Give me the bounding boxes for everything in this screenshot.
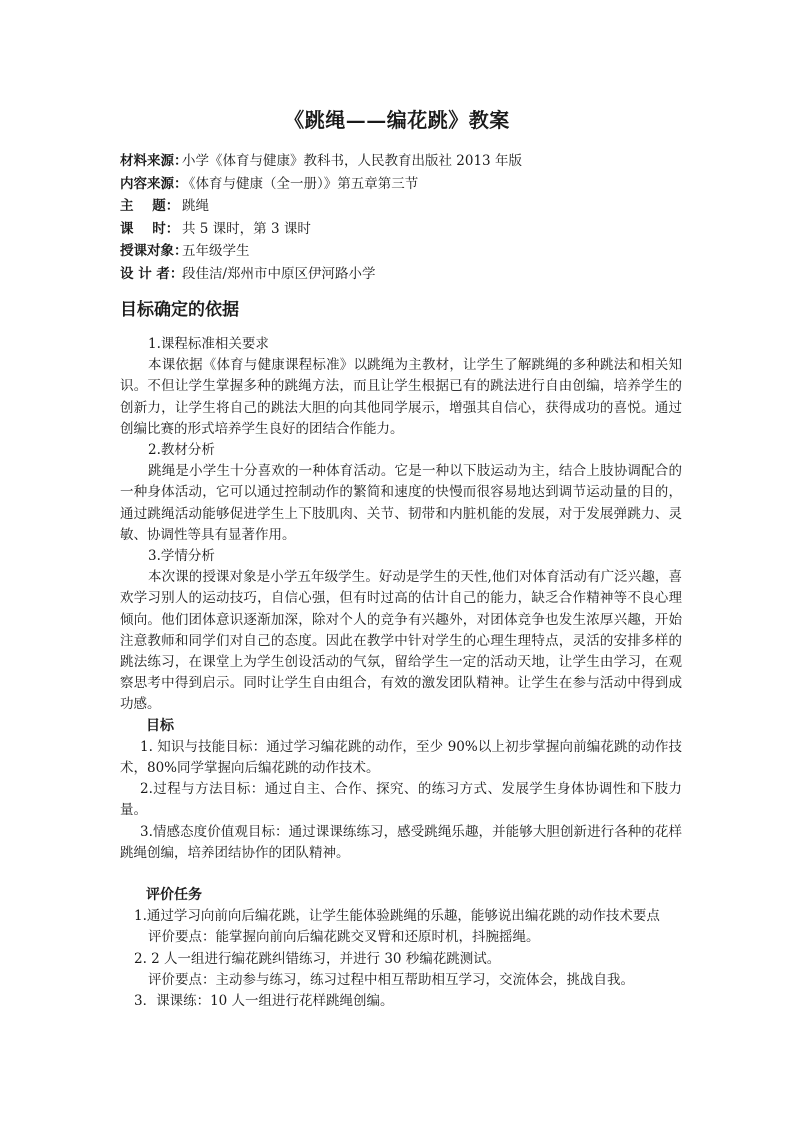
meta-value: 小学《体育与健康》教科书，人民教育出版社 2013 年版: [182, 153, 522, 169]
meta-label: 主 题：: [120, 198, 180, 214]
paragraph: 跳绳是小学生十分喜欢的一种体育活动。它是一种以下肢运动为主，结合上肢协调配合的一种身体活动，它可以通过控制动作的繁简和速度的快慢而很容易地达到调节运动量的目的，通过跳绳活动能够促进学生上下肢肌肉、关节、韧带和内脏机能的发展，对于发展弹跳力、灵敏、协调性等具有显著作用。: [120, 463, 682, 543]
eval-heading: 评价任务: [146, 887, 202, 904]
subsection-title: 2.教材分析: [148, 442, 215, 459]
meta-value: 《体育与健康（全一册）》第五章第三节: [182, 175, 419, 192]
meta-label: 授课对象：: [120, 243, 188, 259]
eval-point: 评价要点：能掌握向前向后编花跳交叉臂和还原时机，抖腕摇绳。: [148, 929, 540, 946]
meta-row: [120, 218, 680, 241]
eval-item: 2. 2 人一组进行编花跳纠错练习，并进行 30 秒编花跳测试。: [134, 950, 501, 967]
meta-value: 共 5 课时，第 3 课时: [182, 220, 311, 237]
document-title: 《跳绳——编花跳》教案: [284, 108, 510, 132]
subsection-title: 3.学情分析: [148, 548, 215, 565]
meta-block: [120, 150, 680, 285]
eval-item: 1.通过学习向前向后编花跳，让学生能体验跳绳的乐趣，能够说出编花跳的动作技术要点: [134, 908, 660, 925]
goal-item: 2.过程与方法目标：通过自主、合作、探究、的练习方式、发展学生身体协调性和下肢力量。: [120, 781, 682, 819]
meta-value: 跳绳: [182, 198, 209, 214]
paragraph: 本课依据《体育与健康课程标准》以跳绳为主教材，让学生了解跳绳的多种跳法和相关知识。不但让学生掌握多种的跳绳方法，而且让学生根据已有的跳法进行自由创编，培养学生的创新力，让学生将自己的跳法大胆的向其他同学展示，增强其自信心，获得成功的喜悦。通过创编比赛的形式培养学生良好的团结合作能力。: [120, 357, 682, 437]
document-body: [120, 334, 682, 1012]
meta-label: 设 计 者：: [120, 265, 184, 282]
meta-label: 内容来源：: [120, 175, 188, 192]
meta-label: 材料来源：: [120, 153, 188, 169]
meta-value: 段佳洁/郑州市中原区伊河路小学: [182, 265, 376, 282]
meta-row: [120, 195, 680, 218]
meta-row: [120, 263, 680, 286]
goals-heading: 目标: [146, 717, 174, 734]
eval-item: 3．课课练：10 人一组进行花样跳绳创编。: [134, 993, 394, 1010]
goal-item: 1. 知识与技能目标：通过学习编花跳的动作，至少 90%以上初步掌握向前编花跳的动作技术，80%同学掌握向后编花跳的动作技术。: [120, 738, 682, 777]
section-heading: 目标确定的依据: [120, 300, 239, 320]
meta-label: 课 时：: [120, 220, 180, 237]
paragraph: 本次课的授课对象是小学五年级学生。好动是学生的天性,他们对体育活动有广泛兴趣，喜欢学习别人的运动技巧，自信心强，但有时过高的估计自己的能力，缺乏合作精神等不良心理倾向。他们团体意识逐渐加深，除对个人的竞争有兴趣外，对团体竞争也发生浓厚兴趣，开始注意教师和同学们对自己的态度。因此在教学中针对学生的心理生理特点，灵活的安排多样的跳法练习，在课堂上为学生创设活动的气氛，留给学生一定的活动天地，让学生由学习，在观察思考中得到启示。同时让学生自由组合，有效的激发团队精神。让学生在参与活动中得到成功感。: [120, 569, 682, 713]
meta-row: [120, 173, 680, 196]
eval-point: 评价要点：主动参与练习，练习过程中相互帮助相互学习，交流体会，挑战自我。: [148, 971, 634, 988]
spacer: [120, 864, 682, 885]
meta-row: [120, 240, 680, 263]
subsection-title: 1.课程标准相关要求: [148, 336, 269, 352]
meta-value: 五年级学生: [182, 243, 250, 259]
meta-row: [120, 150, 680, 173]
goal-item: 3.情感态度价值观目标：通过课课练练习，感受跳绳乐趣，并能够大胆创新进行各种的花样跳绳创编，培养团结协作的团队精神。: [120, 823, 682, 861]
